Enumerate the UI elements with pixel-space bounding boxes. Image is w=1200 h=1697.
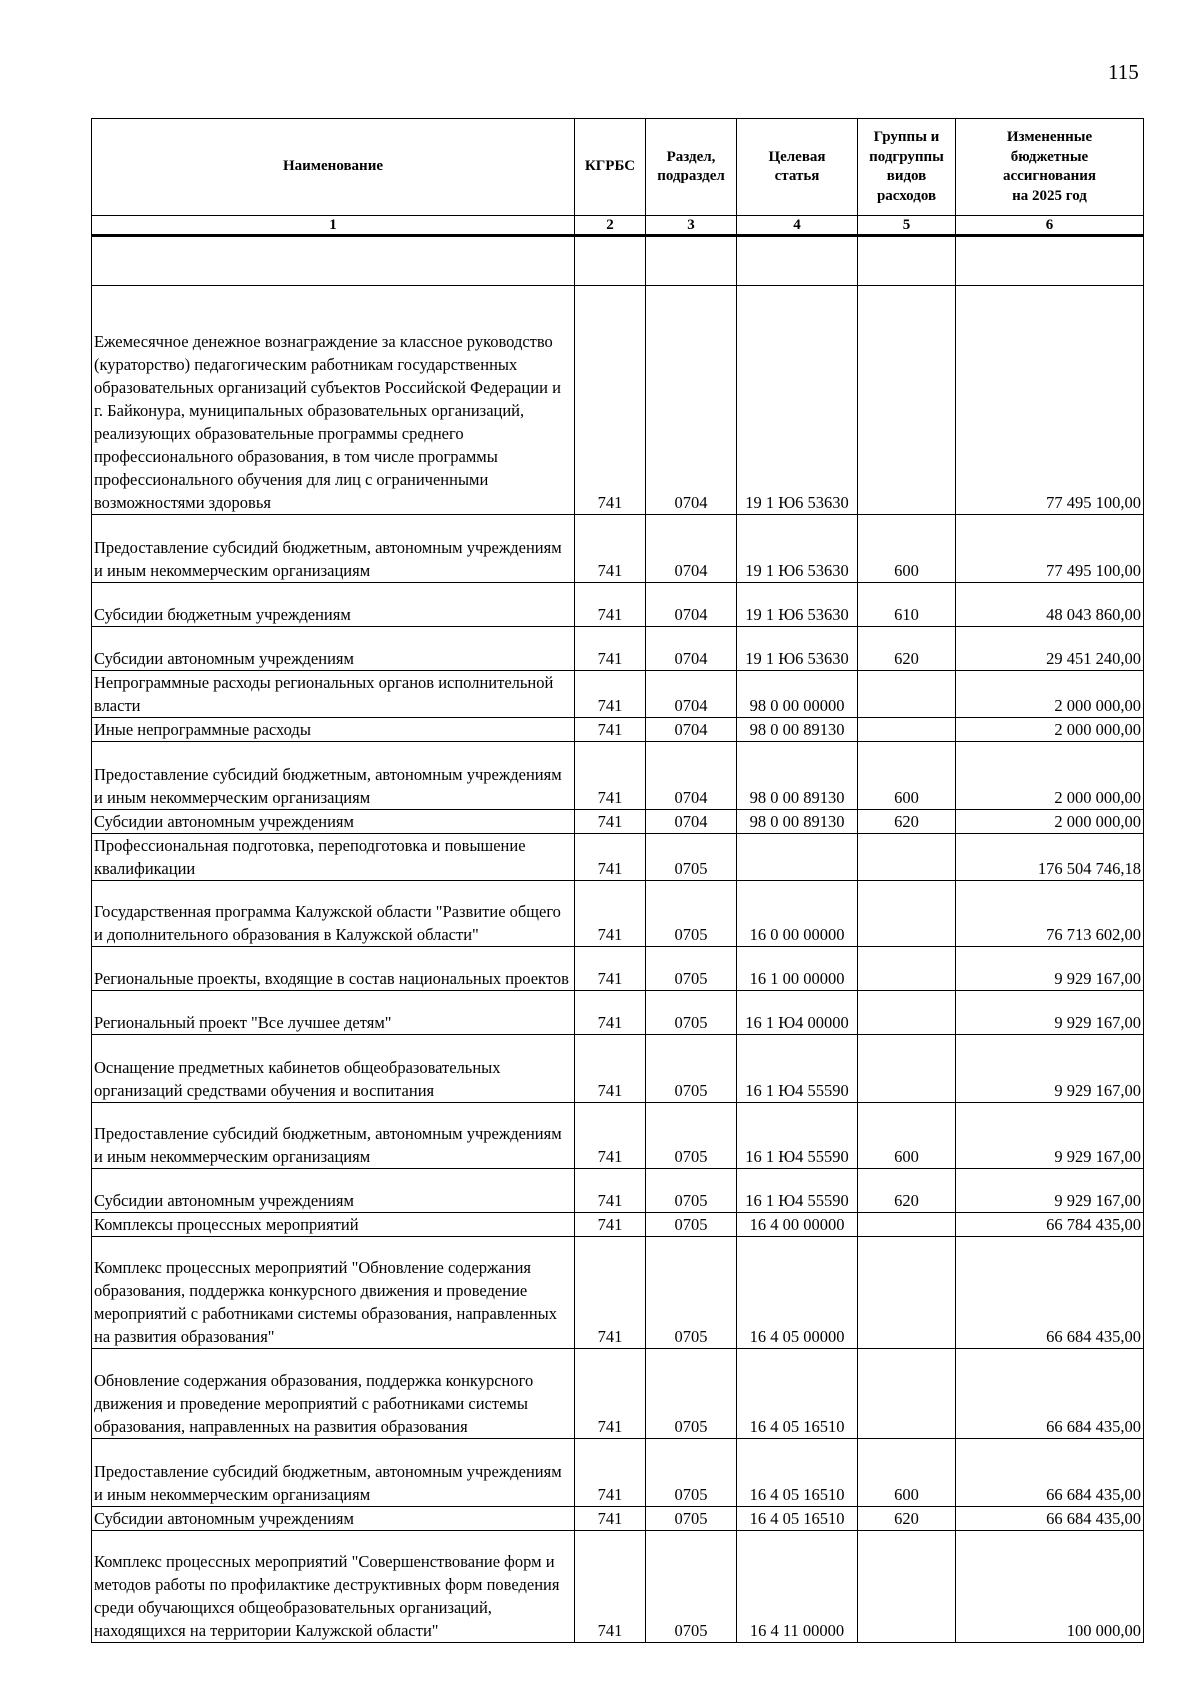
row-group-cell: 600 — [858, 515, 956, 583]
row-kgrbs-cell: 741 — [575, 1531, 646, 1643]
row-group-cell — [858, 1035, 956, 1103]
row-kgrbs-cell: 741 — [575, 834, 646, 881]
row-target-cell: 16 1 Ю4 55590 — [737, 1035, 858, 1103]
row-group-cell: 620 — [858, 810, 956, 834]
row-name-cell: Субсидии автономным учреждениям — [92, 627, 575, 671]
row-name-cell: Предоставление субсидий бюджетным, автономным учреждениям и иным некоммерческим организациям — [92, 1439, 575, 1507]
row-amount-cell: 176 504 746,18 — [956, 834, 1144, 881]
row-target-cell: 19 1 Ю6 53630 — [737, 627, 858, 671]
row-section-cell: 0705 — [646, 1035, 737, 1103]
row-kgrbs-cell: 741 — [575, 1507, 646, 1531]
row-target-cell: 19 1 Ю6 53630 — [737, 286, 858, 515]
row-section-cell: 0705 — [646, 881, 737, 947]
row-group-cell — [858, 671, 956, 718]
table-row — [92, 718, 1144, 742]
row-section-cell: 0705 — [646, 1439, 737, 1507]
row-amount-cell: 77 495 100,00 — [956, 515, 1144, 583]
row-section-cell: 0705 — [646, 1213, 737, 1237]
row-name-cell: Предоставление субсидий бюджетным, автономным учреждениям и иным некоммерческим организациям — [92, 1103, 575, 1169]
row-target-cell — [737, 834, 858, 881]
column-header-amount: Измененные бюджетные ассигнования на 2025 год — [956, 119, 1144, 216]
table-row — [92, 627, 1144, 671]
table-row — [92, 991, 1144, 1035]
row-name-cell: Субсидии бюджетным учреждениям — [92, 583, 575, 627]
table-body — [92, 236, 1144, 1643]
row-target-cell: 16 4 11 00000 — [737, 1531, 858, 1643]
row-group-cell: 620 — [858, 627, 956, 671]
row-name-cell: Комплекс процессных мероприятий "Совершенствование форм и методов работы по профилактике деструктивных форм поведения среди обучающихся общеобразовательных организаций, находящихся на территории Калужской области" — [92, 1531, 575, 1643]
row-amount-cell: 66 684 435,00 — [956, 1349, 1144, 1439]
row-amount-cell: 29 451 240,00 — [956, 627, 1144, 671]
row-kgrbs-cell: 741 — [575, 881, 646, 947]
row-section-cell: 0705 — [646, 1507, 737, 1531]
row-name-cell: Предоставление субсидий бюджетным, автономным учреждениям и иным некоммерческим организациям — [92, 515, 575, 583]
row-section-cell: 0705 — [646, 991, 737, 1035]
row-target-cell: 19 1 Ю6 53630 — [737, 583, 858, 627]
table-row — [92, 1349, 1144, 1439]
row-amount-cell: 9 929 167,00 — [956, 947, 1144, 991]
table-row — [92, 1531, 1144, 1643]
row-amount-cell: 2 000 000,00 — [956, 671, 1144, 718]
row-amount-cell: 9 929 167,00 — [956, 1035, 1144, 1103]
row-kgrbs-cell: 741 — [575, 515, 646, 583]
row-target-cell: 16 0 00 00000 — [737, 881, 858, 947]
row-kgrbs-cell: 741 — [575, 991, 646, 1035]
row-kgrbs-cell: 741 — [575, 810, 646, 834]
row-amount-cell: 76 713 602,00 — [956, 881, 1144, 947]
budget-table — [91, 118, 1144, 1643]
row-kgrbs-cell: 741 — [575, 286, 646, 515]
row-kgrbs-cell: 741 — [575, 1169, 646, 1213]
row-section-cell: 0704 — [646, 742, 737, 810]
row-group-cell: 620 — [858, 1507, 956, 1531]
row-section-cell: 0705 — [646, 947, 737, 991]
row-section-cell: 0705 — [646, 1169, 737, 1213]
row-amount-cell: 2 000 000,00 — [956, 742, 1144, 810]
row-amount-cell: 66 684 435,00 — [956, 1439, 1144, 1507]
row-kgrbs-cell: 741 — [575, 742, 646, 810]
row-name-cell: Субсидии автономным учреждениям — [92, 810, 575, 834]
row-name-cell: Оснащение предметных кабинетов общеобразовательных организаций средствами обучения и воспитания — [92, 1035, 575, 1103]
row-kgrbs-cell: 741 — [575, 1035, 646, 1103]
row-amount-cell: 48 043 860,00 — [956, 583, 1144, 627]
row-target-cell: 16 1 Ю4 55590 — [737, 1103, 858, 1169]
column-number: 1 — [92, 216, 575, 236]
row-kgrbs-cell: 741 — [575, 583, 646, 627]
table-row — [92, 1507, 1144, 1531]
row-target-cell: 98 0 00 89130 — [737, 810, 858, 834]
row-section-cell: 0704 — [646, 583, 737, 627]
row-amount-cell: 2 000 000,00 — [956, 718, 1144, 742]
row-amount-cell: 77 495 100,00 — [956, 286, 1144, 515]
table-row — [92, 881, 1144, 947]
column-header-kgrbs: КГРБС — [575, 119, 646, 216]
row-group-cell: 610 — [858, 583, 956, 627]
column-number: 3 — [646, 216, 737, 236]
row-target-cell: 98 0 00 89130 — [737, 742, 858, 810]
row-target-cell: 16 4 05 00000 — [737, 1237, 858, 1349]
row-group-cell: 600 — [858, 1103, 956, 1169]
row-section-cell: 0704 — [646, 515, 737, 583]
row-amount-cell: 9 929 167,00 — [956, 1169, 1144, 1213]
table-row — [92, 1169, 1144, 1213]
row-target-cell: 98 0 00 89130 — [737, 718, 858, 742]
column-header-section: Раздел, подраздел — [646, 119, 737, 216]
row-name-cell: Профессиональная подготовка, переподготовка и повышение квалификации — [92, 834, 575, 881]
row-target-cell: 19 1 Ю6 53630 — [737, 515, 858, 583]
row-section-cell: 0704 — [646, 718, 737, 742]
row-amount-cell: 9 929 167,00 — [956, 991, 1144, 1035]
row-name-cell: Комплексы процессных мероприятий — [92, 1213, 575, 1237]
row-kgrbs-cell: 741 — [575, 1237, 646, 1349]
column-header-group: Группы и подгруппы видов расходов — [858, 119, 956, 216]
row-section-cell: 0704 — [646, 286, 737, 515]
row-group-cell — [858, 1213, 956, 1237]
row-amount-cell: 9 929 167,00 — [956, 1103, 1144, 1169]
row-target-cell: 16 4 05 16510 — [737, 1349, 858, 1439]
row-kgrbs-cell: 741 — [575, 1103, 646, 1169]
row-kgrbs-cell: 741 — [575, 627, 646, 671]
row-name-cell: Комплекс процессных мероприятий "Обновление содержания образования, поддержка конкурсного движения и проведение мероприятий с работниками системы образования, направленных на развития образования" — [92, 1237, 575, 1349]
row-group-cell — [858, 1237, 956, 1349]
row-amount-cell: 66 684 435,00 — [956, 1507, 1144, 1531]
table-row — [92, 583, 1144, 627]
table-row — [92, 1213, 1144, 1237]
table-row — [92, 1035, 1144, 1103]
row-section-cell: 0704 — [646, 810, 737, 834]
row-target-cell: 98 0 00 00000 — [737, 671, 858, 718]
column-number: 4 — [737, 216, 858, 236]
table-row — [92, 515, 1144, 583]
row-kgrbs-cell: 741 — [575, 947, 646, 991]
column-header-name: Наименование — [92, 119, 575, 216]
row-group-cell — [858, 1349, 956, 1439]
row-name-cell: Региональные проекты, входящие в состав национальных проектов — [92, 947, 575, 991]
row-name-cell: Обновление содержания образования, поддержка конкурсного движения и проведение мероприятий с работниками системы образования, направленных на развития образования — [92, 1349, 575, 1439]
row-name-cell: Иные непрограммные расходы — [92, 718, 575, 742]
table-row — [92, 671, 1144, 718]
row-target-cell: 16 1 Ю4 55590 — [737, 1169, 858, 1213]
row-kgrbs-cell: 741 — [575, 1213, 646, 1237]
row-name-cell: Ежемесячное денежное вознаграждение за классное руководство (кураторство) педагогическим работникам государственных образовательных организаций субъектов Российской Федерации и г. Байконура, муниципальных образовательных организаций, реализующих образовательные программы среднего профессионального образования, в том числе программы профессионального обучения для лиц с ограниченными возможностями здоровья — [92, 286, 575, 515]
table-row — [92, 1439, 1144, 1507]
row-name-cell: Субсидии автономным учреждениям — [92, 1169, 575, 1213]
row-group-cell: 600 — [858, 742, 956, 810]
row-name-cell: Субсидии автономным учреждениям — [92, 1507, 575, 1531]
table-row — [92, 810, 1144, 834]
table-row — [92, 286, 1144, 515]
column-number: 6 — [956, 216, 1144, 236]
row-name-cell: Предоставление субсидий бюджетным, автономным учреждениям и иным некоммерческим организациям — [92, 742, 575, 810]
row-target-cell: 16 1 Ю4 00000 — [737, 991, 858, 1035]
row-name-cell: Непрограммные расходы региональных органов исполнительной власти — [92, 671, 575, 718]
row-section-cell: 0705 — [646, 1531, 737, 1643]
table-row — [92, 834, 1144, 881]
table-row — [92, 947, 1144, 991]
row-group-cell — [858, 881, 956, 947]
row-group-cell: 620 — [858, 1169, 956, 1213]
row-group-cell — [858, 1531, 956, 1643]
row-target-cell: 16 4 00 00000 — [737, 1213, 858, 1237]
column-number: 2 — [575, 216, 646, 236]
row-kgrbs-cell: 741 — [575, 1439, 646, 1507]
row-target-cell: 16 4 05 16510 — [737, 1439, 858, 1507]
row-group-cell — [858, 834, 956, 881]
row-kgrbs-cell: 741 — [575, 1349, 646, 1439]
row-section-cell: 0704 — [646, 671, 737, 718]
row-amount-cell: 66 784 435,00 — [956, 1213, 1144, 1237]
row-group-cell — [858, 718, 956, 742]
column-number: 5 — [858, 216, 956, 236]
row-group-cell — [858, 947, 956, 991]
column-number-row — [92, 216, 1144, 236]
row-section-cell: 0705 — [646, 1237, 737, 1349]
row-target-cell: 16 4 05 16510 — [737, 1507, 858, 1531]
table-row — [92, 742, 1144, 810]
row-amount-cell: 100 000,00 — [956, 1531, 1144, 1643]
row-section-cell: 0705 — [646, 834, 737, 881]
row-group-cell — [858, 991, 956, 1035]
row-name-cell: Региональный проект "Все лучшее детям" — [92, 991, 575, 1035]
row-section-cell: 0704 — [646, 627, 737, 671]
row-amount-cell: 66 684 435,00 — [956, 1237, 1144, 1349]
column-header-target: Целевая статья — [737, 119, 858, 216]
row-amount-cell: 2 000 000,00 — [956, 810, 1144, 834]
row-kgrbs-cell: 741 — [575, 718, 646, 742]
table-row — [92, 1237, 1144, 1349]
page-number: 115 — [1108, 60, 1139, 84]
row-section-cell: 0705 — [646, 1349, 737, 1439]
table-row — [92, 1103, 1144, 1169]
row-section-cell: 0705 — [646, 1103, 737, 1169]
row-target-cell: 16 1 00 00000 — [737, 947, 858, 991]
row-group-cell — [858, 286, 956, 515]
row-name-cell: Государственная программа Калужской области "Развитие общего и дополнительного образования в Калужской области" — [92, 881, 575, 947]
table-spacer-row — [92, 236, 1144, 286]
table-header-row — [92, 119, 1144, 216]
row-group-cell: 600 — [858, 1439, 956, 1507]
row-kgrbs-cell: 741 — [575, 671, 646, 718]
